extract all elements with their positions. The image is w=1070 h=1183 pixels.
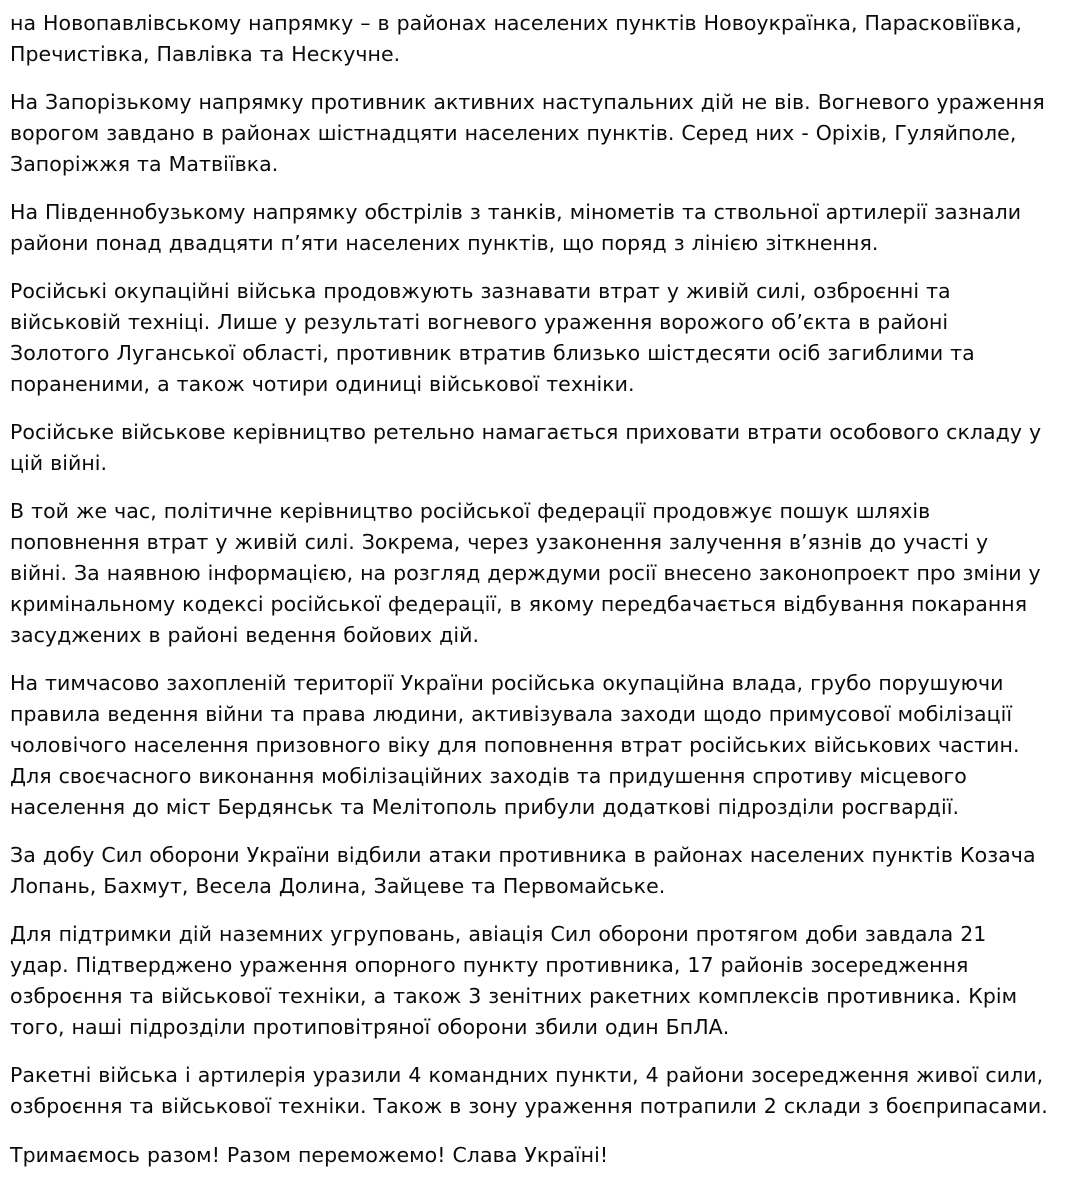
paragraph: В той же час, політичне керівництво російської федерації продовжує пошук шляхів поповнення втрат у живій силі. Зокрема, через узаконення залучення в’язнів до участі у війні. За наявною інформацією, на розгляд держдуми росії внесено законопроект про зміни у кримінальному кодексі російської федерації, в якому передбачається відбування покарання засуджених в районі ведення бойових дій. <box>10 499 1041 647</box>
paragraph: Російське військове керівництво ретельно намагається приховати втрати особового складу у цій війні. <box>10 420 1042 475</box>
paragraph: На Запорізькому напрямку противник активних наступальних дій не вів. Вогневого ураження ворогом завдано в районах шістнадцяти населених пунктів. Серед них - Оріхів, Гуляйполе, Запоріжжя та Матвіївка. <box>10 90 1045 176</box>
paragraph: На Південнобузькому напрямку обстрілів з танків, мінометів та ствольної артилерії зазнали райони понад двадцяти п’яти населених пунктів, що поряд з лінією зіткнення. <box>10 200 1022 255</box>
paragraph: на Новопавлівському напрямку – в районах населених пунктів Новоукраїнка, Парасковіївка, Пречистівка, Павлівка та Нескучне. <box>10 11 1022 66</box>
paragraph: Для підтримки дій наземних угруповань, авіація Сил оборони протягом доби завдала 21 удар. Підтверджено ураження опорного пункту противника, 17 районів зосередження озброєння та військової техніки, а також 3 зенітних ракетних комплексів противника. Крім того, наші підрозділи протиповітряної оборони збили один БпЛА. <box>10 922 1018 1039</box>
paragraph: Ракетні війська і артилерія уразили 4 командних пункти, 4 райони зосередження живої сили, озброєння та військової техніки. Також в зону ураження потрапили 2 склади з боєприпасами. <box>10 1063 1048 1118</box>
paragraph: Російські окупаційні війська продовжують зазнавати втрат у живій силі, озброєнні та військовій техніці. Лише у результаті вогневого ураження ворожого об’єкта в районі Золотого Луганської області, противник втратив близько шістдесяти осіб загиблими та пораненими, а також чотири одиниці військової техніки. <box>10 279 975 396</box>
paragraph: За добу Сил оборони України відбили атаки противника в районах населених пунктів Козача Лопань, Бахмут, Весела Долина, Зайцеве та Первомайське. <box>10 843 1036 898</box>
closing-line: Тримаємось разом! Разом переможемо! Слава Україні! <box>10 1143 609 1167</box>
paragraph: На тимчасово захопленій території України російська окупаційна влада, грубо порушуючи правила ведення війни та права людини, активізувала заходи щодо примусової мобілізації чоловічого населення призовного віку для поповнення втрат російських військових частин. Для своєчасного виконання мобілізаційних заходів та придушення спротиву місцевого населення до міст Бердянськ та Мелітополь прибули додаткові підрозділи росгвардії. <box>10 671 1020 819</box>
